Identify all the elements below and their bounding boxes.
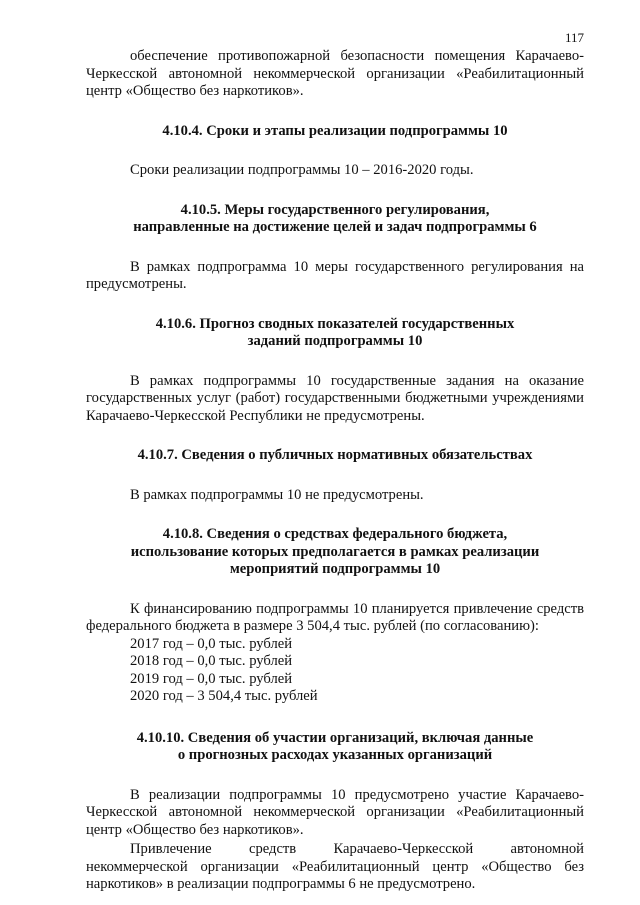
section-4-10-8-paragraph: К финансированию подпрограммы 10 планируется привлечение средств федерального бюджета в размере 3 504,4 тыс. рублей (по согласованию):	[86, 600, 584, 634]
funding-year-2020: 2020 год – 3 504,4 тыс. рублей	[130, 688, 318, 704]
heading-line: заданий подпрограммы 10	[247, 333, 423, 349]
section-heading-4-10-10	[86, 730, 584, 765]
section-4-10-4-paragraph: Сроки реализации подпрограммы 10 – 2016-2020 годы.	[130, 162, 474, 178]
section-4-10-6-paragraph: В рамках подпрограммы 10 государственные задания на оказание государственных услуг (работ) государственными бюджетными учреждениями Карачаево-Черкесской Республики не предусмотрены.	[86, 372, 584, 424]
heading-line: направленные на достижение целей и задач подпрограммы 6	[133, 219, 537, 235]
intro-paragraph: обеспечение противопожарной безопасности помещения Карачаево-Черкесской автономной некоммерческой организации «Реабилитационный центр «Общество без наркотиков».	[86, 48, 584, 99]
section-heading-4-10-7	[86, 447, 584, 465]
section-heading-4-10-6	[86, 316, 584, 351]
heading-line: использование которых предполагается в рамках реализации	[130, 543, 540, 560]
heading-line: 4.10.5. Меры государственного регулирования,	[180, 201, 490, 218]
funding-year-2019: 2019 год – 0,0 тыс. рублей	[130, 670, 293, 687]
section-heading-4-10-4	[86, 123, 584, 141]
section-4-10-5-paragraph: В рамках подпрограмма 10 меры государственного регулирования на предусмотрены.	[86, 258, 584, 292]
section-4-10-10-paragraph-2: Привлечение средств Карачаево-Черкесской автономной некоммерческой организации «Реабилитационный центр «Общество без наркотиков» в реализации подпрограммы 6 не предусмотрено.	[86, 841, 584, 892]
section-heading-4-10-5	[86, 202, 584, 237]
heading-line: о прогнозных расходах указанных организаций	[177, 747, 493, 763]
document-body	[86, 48, 584, 894]
funding-year-2017: 2017 год – 0,0 тыс. рублей	[130, 635, 293, 652]
section-4-10-7-paragraph: В рамках подпрограммы 10 не предусмотрены.	[130, 486, 424, 503]
section-4-10-10-paragraph-1: В реализации подпрограммы 10 предусмотрено участие Карачаево-Черкесской автономной некоммерческой организации «Реабилитационный центр «Общество без наркотиков».	[86, 786, 584, 838]
section-heading-4-10-8	[86, 526, 584, 579]
funding-year-2018: 2018 год – 0,0 тыс. рублей	[130, 653, 293, 669]
heading-line: 4.10.10. Сведения об участии организаций, включая данные	[136, 729, 534, 746]
heading-line: мероприятий подпрограммы 10	[229, 561, 441, 577]
heading-line: 4.10.6. Прогноз сводных показателей государственных	[155, 315, 515, 332]
heading-line: 4.10.8. Сведения о средствах федерального бюджета,	[162, 526, 508, 542]
heading-line: 4.10.4. Сроки и этапы реализации подпрограммы 10	[162, 122, 508, 139]
page-number: 117	[564, 30, 584, 45]
heading-line: 4.10.7. Сведения о публичных нормативных обязательствах	[137, 447, 533, 463]
